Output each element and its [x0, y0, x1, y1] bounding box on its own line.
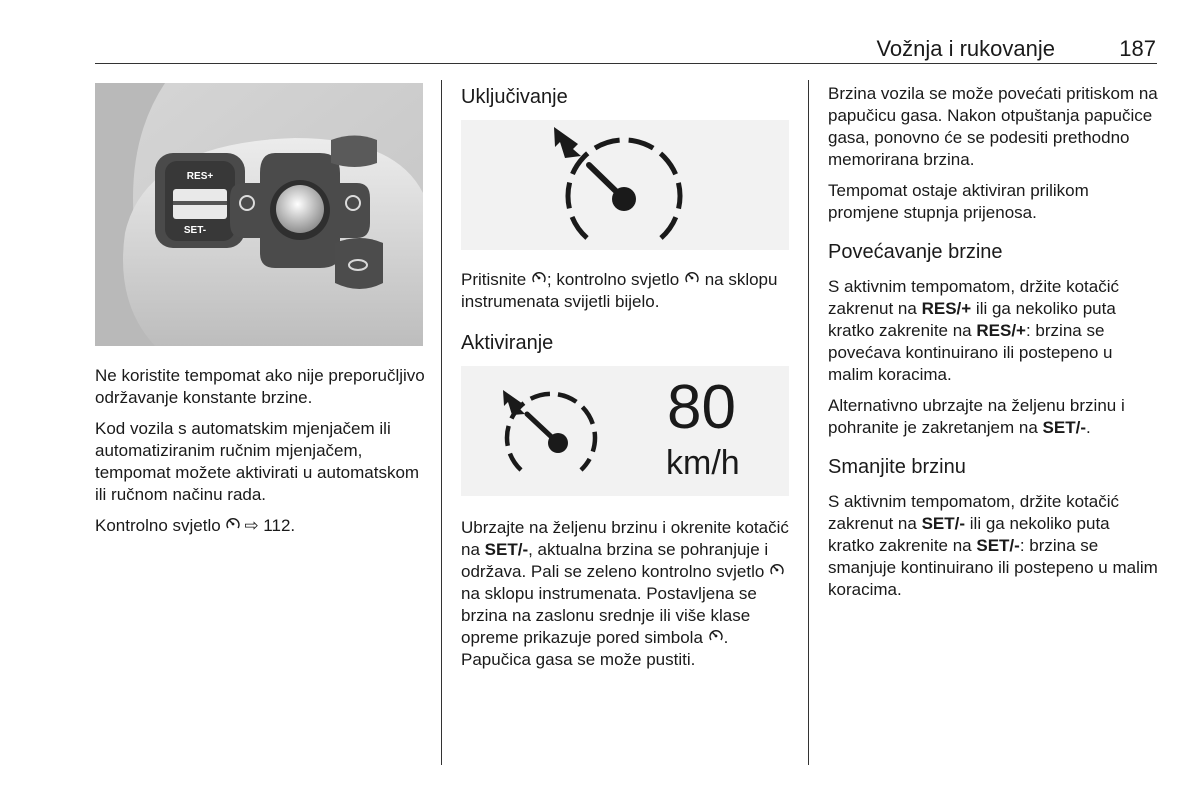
cruise-control-icon [684, 272, 700, 288]
paragraph: Tempomat ostaje aktiviran prilikom promjene stupnja prijenosa. [828, 181, 1089, 222]
paragraph-text: ili ga nekoliko puta kratko zakrenite na [828, 514, 1110, 555]
paragraph-text: S aktivnim tempomatom, držite kotačić zakrenut na [828, 277, 1119, 318]
paragraph-text: ; kontrolno svjetlo [546, 270, 680, 289]
bold-term: SET/- [976, 536, 1020, 555]
paragraph-text: : brzina se povećava kontinuirano ili postepeno u malim koracima. [828, 321, 1113, 384]
paragraph [461, 517, 791, 671]
res-label: RES+ [186, 171, 214, 182]
cruise-control-icon [769, 564, 785, 580]
paragraph [828, 491, 1158, 601]
paragraph: Brzina vozila se može povećati pritiskom na papučicu gasa. Nakon otpuštanja papučice gasa, ponovno će se podesiti prethodno memorirana brzina. [828, 84, 1158, 169]
heading-increase-speed: Povećavanje brzine [828, 241, 1003, 263]
paragraph-text: S aktivnim tempomatom, držite kotačić zakrenut na [828, 492, 1119, 533]
paragraph: Kod vozila s automatskim mjenjačem ili automatiziranim ručnim mjenjačem, tempomat možete aktivirati u automatskom ili ručnom načinu rada. [95, 419, 420, 504]
paragraph-text: Alternativno ubrzajte na željenu brzinu i pohranite je zakretanjem na [828, 396, 1125, 437]
bold-term: SET/- [1042, 418, 1086, 437]
column-2-text-top [461, 269, 786, 322]
paragraph-text: Ubrzajte na željenu brzinu i okrenite kotačić na [461, 518, 789, 559]
cruise-control-icon [708, 630, 724, 646]
cruise-control-icon [531, 272, 547, 288]
set-speed-unit: km/h [666, 444, 740, 482]
paragraph-text: na sklopu instrumenata. Postavljena se brzina na zaslonu srednje ili više klase opreme prikazuje pored simbola [461, 584, 757, 647]
paragraph-text: na sklopu instrumenata svijetli bijelo. [461, 270, 778, 311]
section-title: Vožnja i rukovanje [876, 36, 1055, 61]
paragraph-text: . [1085, 418, 1091, 437]
paragraph-text: Papučica gasa se može pustiti. [461, 650, 696, 669]
bold-term: RES/+ [921, 299, 972, 318]
set-label: SET- [183, 225, 207, 236]
bold-term: SET/- [921, 514, 966, 533]
bold-term: RES/+ [976, 321, 1026, 340]
paragraph-text: . [723, 628, 729, 647]
paragraph-text: ili ga nekoliko puta kratko zakrenite na [828, 299, 1116, 340]
header-rule [95, 63, 1157, 64]
bold-term: SET/- [484, 540, 529, 559]
steering-wheel-controls-illustration [95, 83, 423, 346]
set-speed-value: 80 [667, 373, 736, 442]
column-divider-right [808, 80, 809, 765]
paragraph-text: , aktualna brzina se pohranjuje i održava. Pali se zeleno kontrolno svjetlo [461, 540, 769, 581]
cruise-control-icon [225, 518, 244, 534]
paragraph: Ne koristite tempomat ako nije preporučljivo održavanje konstante brzine. [95, 366, 425, 407]
heading-switch-on: Uključivanje [461, 86, 568, 108]
column-3-text [828, 83, 1158, 610]
paragraph-reference [95, 515, 430, 537]
paragraph-text: : brzina se smanjuje kontinuirano ili postepeno u malim koracima. [828, 536, 1158, 599]
page-reference-link[interactable]: 112. [263, 516, 296, 535]
column-1-text [95, 365, 430, 546]
column-divider-left [441, 80, 442, 765]
page-number: 187 [1119, 36, 1156, 61]
paragraph [828, 276, 1158, 386]
cruise-control-indicator-illustration [461, 120, 789, 250]
column-2-text-bottom [461, 517, 791, 680]
paragraph [461, 269, 786, 313]
heading-activation: Aktiviranje [461, 332, 554, 354]
heading-decrease-speed: Smanjite brzinu [828, 456, 966, 478]
paragraph-text: Pritisnite [461, 270, 527, 289]
set-speed-display-illustration [461, 366, 789, 496]
paragraph [828, 395, 1158, 439]
page-reference-arrow-icon: ⇨ [244, 516, 259, 535]
paragraph-text: Kontrolno svjetlo [95, 516, 221, 535]
